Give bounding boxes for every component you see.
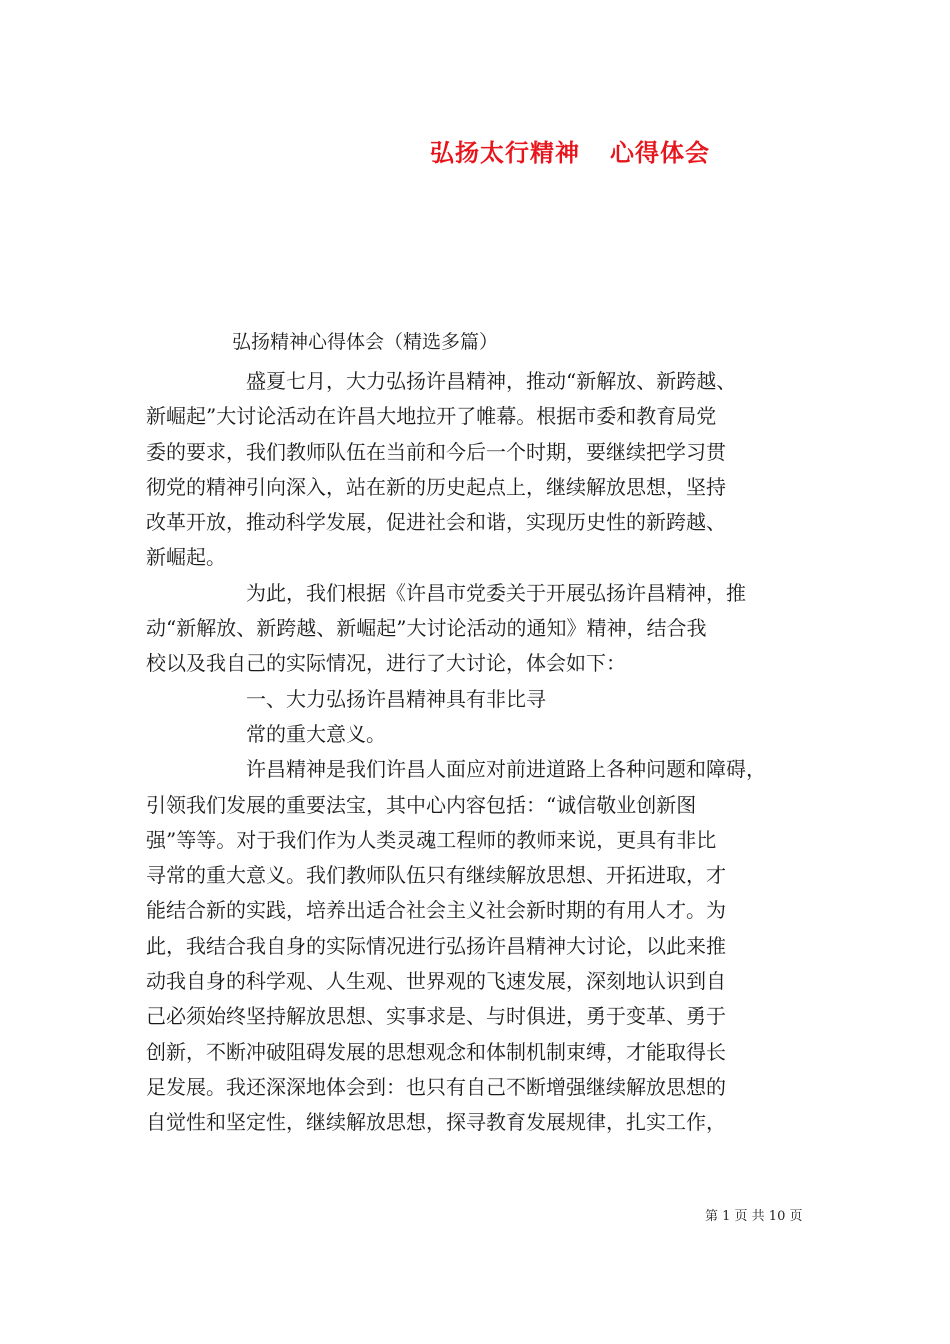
document-subtitle: 弘扬精神心得体会（精选多篇）: [232, 331, 499, 353]
paragraph-2-line: 校以及我自己的实际情况，进行了大讨论，体会如下：: [146, 651, 626, 676]
paragraph-3-line: 能结合新的实践，培养出适合社会主义社会新时期的有用人才。为: [146, 898, 726, 923]
paragraph-3-line: 引领我们发展的重要法宝，其中心内容包括：“诚信敬业创新图: [146, 792, 697, 817]
title-part-2: 心得体会: [610, 138, 710, 167]
section-heading: [146, 682, 808, 753]
paragraph-3-line: 许昌精神是我们许昌人面应对前进道路上各种问题和障碍，: [246, 757, 766, 782]
paragraph-1-line: 盛夏七月，大力弘扬许昌精神，推动“新解放、新跨越、: [246, 369, 737, 393]
section-heading-line-2: 常的重大意义。: [246, 721, 386, 746]
paragraph-3-line: 足发展。我还深深地体会到：也只有自己不断增强继续解放思想的: [146, 1074, 726, 1099]
paragraph-3-line: 己必须始终坚持解放思想、实事求是、与时俱进，勇于变革、勇于: [146, 1004, 726, 1029]
paragraph-1-line: 彻党的精神引向深入，站在新的历史起点上，继续解放思想，坚持: [146, 474, 726, 499]
paragraph-2-line: 为此，我们根据《许昌市党委关于开展弘扬许昌精神，推: [246, 580, 746, 605]
document-body: [146, 364, 808, 1141]
paragraph-3-line: 动我自身的科学观、人生观、世界观的飞速发展，深刻地认识到自: [146, 969, 726, 994]
section-heading-line-1: 一、大力弘扬许昌精神具有非比寻: [246, 686, 546, 711]
paragraph-3-line: 此，我结合我自身的实际情况进行弘扬许昌精神大讨论，以此来推: [146, 933, 726, 958]
paragraph-1-line: 新崛起”大讨论活动在许昌大地拉开了帷幕。根据市委和教育局党: [146, 404, 717, 429]
paragraph-2-line: 动“新解放、新跨越、新崛起”大讨论活动的通知》精神，结合我: [146, 616, 707, 641]
title-part-1: 弘扬太行精神: [430, 138, 580, 167]
page-number-footer: 第 1 页 共 10 页: [705, 1209, 803, 1224]
paragraph-1-line: 改革开放，推动科学发展，促进社会和谐，实现历史性的新跨越、: [146, 510, 726, 535]
paragraph-1-line: 新崛起。: [146, 545, 226, 570]
document-title: [0, 133, 950, 168]
paragraph-3-line: 自觉性和坚定性，继续解放思想，探寻教育发展规律，扎实工作，: [146, 1110, 726, 1135]
paragraph-3-line: 创新，不断冲破阻碍发展的思想观念和体制机制束缚，才能取得长: [146, 1039, 726, 1064]
paragraph-3-line: 强”等等。对于我们作为人类灵魂工程师的教师来说，更具有非比: [146, 827, 717, 852]
paragraph-3: [146, 752, 808, 1140]
paragraph-2: [146, 576, 808, 682]
paragraph-3-line: 寻常的重大意义。我们教师队伍只有继续解放思想、开拓进取，才: [146, 863, 726, 888]
paragraph-1: [146, 364, 808, 576]
paragraph-1-line: 委的要求，我们教师队伍在当前和今后一个时期，要继续把学习贯: [146, 439, 726, 464]
